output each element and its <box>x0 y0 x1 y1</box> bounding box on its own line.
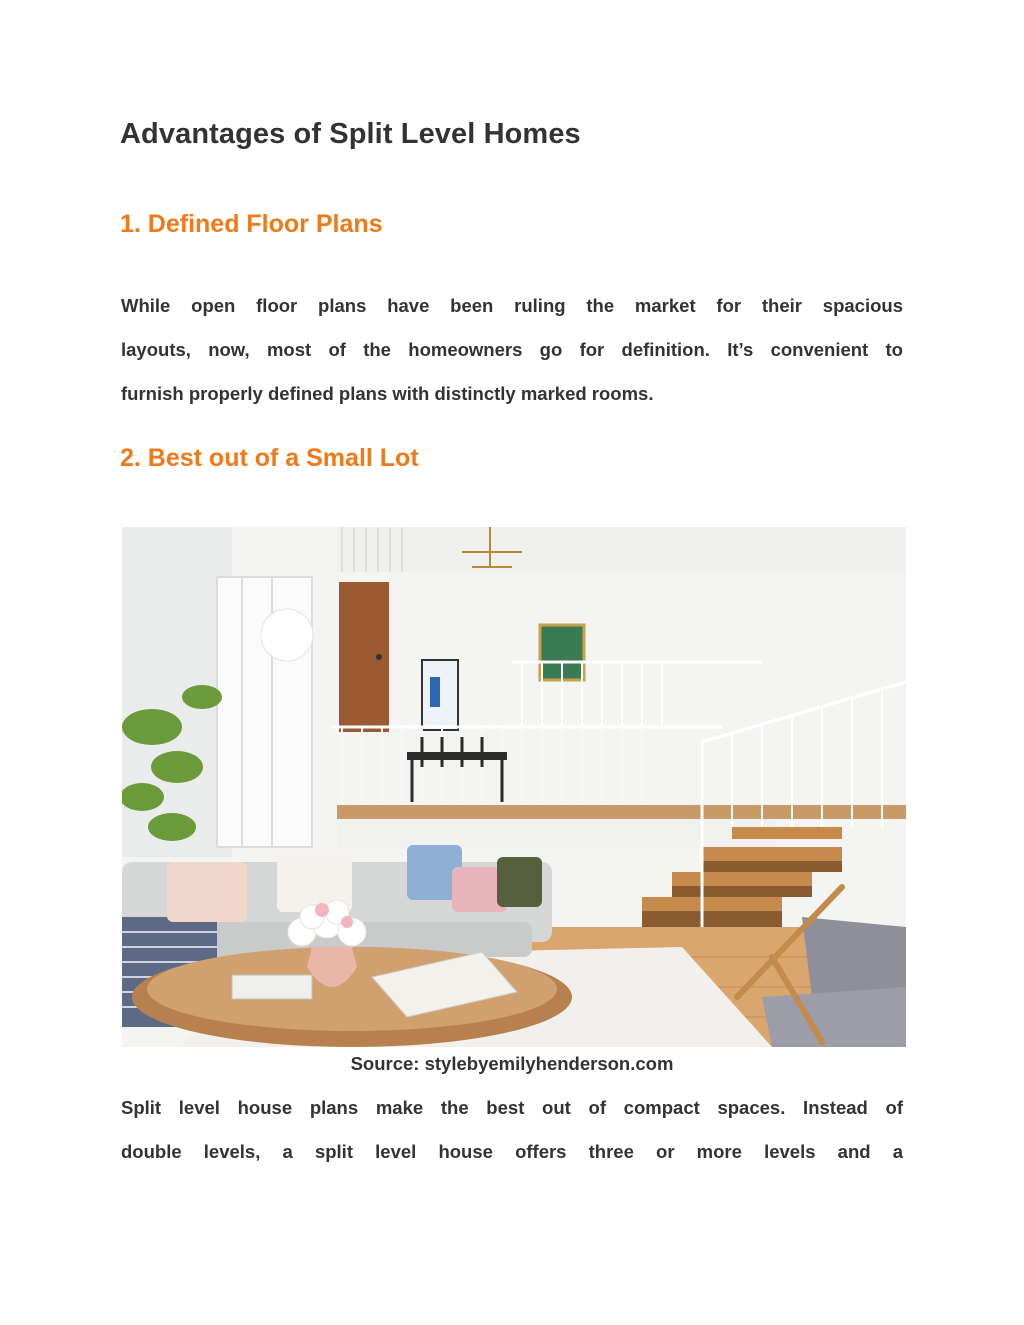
paragraph-small-lot <box>121 1086 903 1174</box>
paragraph-line: While open floor plans have been ruling the market for their spacious <box>121 295 903 316</box>
section-heading-defined-floor-plans: 1. Defined Floor Plans <box>120 210 383 238</box>
section-heading-small-lot: 2. Best out of a Small Lot <box>120 444 419 472</box>
paragraph-defined-floor-plans <box>121 284 903 416</box>
page-title: Advantages of Split Level Homes <box>120 118 581 150</box>
paragraph-line: layouts, now, most of the homeowners go for definition. It’s convenient to <box>121 339 903 360</box>
paragraph-line: furnish properly defined plans with distinctly marked rooms. <box>121 383 654 404</box>
image-caption: Source: stylebyemilyhenderson.com <box>350 1053 674 1074</box>
paragraph-line: Split level house plans make the best out of compact spaces. Instead of <box>121 1097 903 1118</box>
living-room-photo <box>122 527 906 1047</box>
paragraph-line: double levels, a split level house offers three or more levels and a <box>121 1141 903 1162</box>
